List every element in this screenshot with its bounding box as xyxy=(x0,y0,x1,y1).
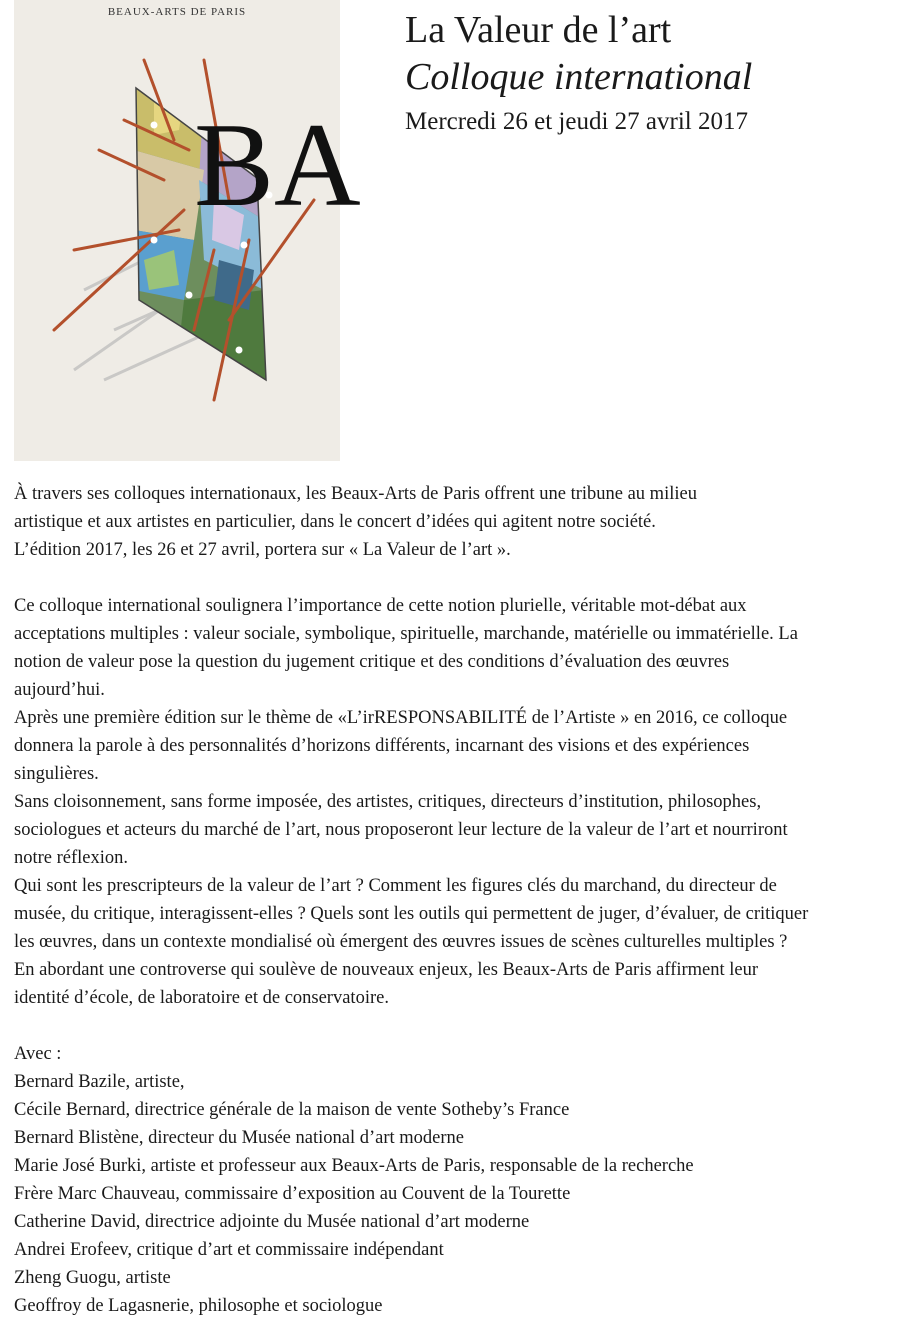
description-line: acceptations multiples : valeur sociale, symbolique, spirituelle, marchande, matérielle ou immatérielle. La xyxy=(14,624,798,644)
description-line: les œuvres, dans un contexte mondialisé où émergent des œuvres issues de scènes culturelles multiples ? xyxy=(14,932,788,952)
description-line: identité d’école, de laboratoire et de conservatoire. xyxy=(14,988,389,1008)
description-line: aujourd’hui. xyxy=(14,680,105,700)
speaker-item: Andrei Erofeev, critique d’art et commissaire indépendant xyxy=(14,1240,444,1260)
speaker-item: Bernard Blistène, directeur du Musée national d’art moderne xyxy=(14,1128,465,1148)
speaker-item: Frère Marc Chauveau, commissaire d’exposition au Couvent de la Tourette xyxy=(14,1184,571,1204)
poster-institution-label: BEAUX-ARTS DE PARIS xyxy=(107,6,247,18)
speaker-item: Bernard Bazile, artiste, xyxy=(14,1072,185,1092)
poster-monogram: BA xyxy=(194,98,361,231)
intro-line: artistique et aux artistes en particulier, dans le concert d’idées qui agitent notre société. xyxy=(14,512,656,532)
description-line: Ce colloque international soulignera l’importance de cette notion plurielle, véritable mot-débat aux xyxy=(14,596,747,616)
description-line: donnera la parole à des personnalités d’horizons différents, incarnant des visions et des expériences xyxy=(14,736,750,756)
speaker-item: Marie José Burki, artiste et professeur aux Beaux-Arts de Paris, responsable de la recherche xyxy=(14,1156,694,1176)
speaker-item: Geoffroy de Lagasnerie, philosophe et sociologue xyxy=(14,1296,383,1316)
description-line: En abordant une controverse qui soulève de nouveaux enjeux, les Beaux-Arts de Paris affirment leur xyxy=(14,960,759,980)
description-line: Sans cloisonnement, sans forme imposée, des artistes, critiques, directeurs d’institution, philosophes, xyxy=(14,792,762,812)
description-line: Qui sont les prescripteurs de la valeur de l’art ? Comment les figures clés du marchand, du directeur de xyxy=(14,876,777,896)
poster-artwork xyxy=(14,0,361,461)
speaker-item: Zheng Guogu, artiste xyxy=(14,1268,171,1288)
header xyxy=(405,6,752,142)
description-line: notre réflexion. xyxy=(14,848,129,868)
page-title: La Valeur de l’art xyxy=(405,9,672,51)
speaker-item: Catherine David, directrice adjointe du Musée national d’art moderne xyxy=(14,1212,530,1232)
speakers-heading: Avec : xyxy=(14,1044,62,1064)
poster-image xyxy=(14,0,361,461)
description-line: musée, du critique, interagissent-elles ? Quels sont les outils qui permettent de juger, d’évaluer, de critiquer xyxy=(14,904,809,924)
description-line: notion de valeur pose la question du jugement critique et des conditions d’évaluation des œuvres xyxy=(14,652,730,672)
article-body xyxy=(14,480,914,1320)
speakers-list xyxy=(14,1068,914,1320)
intro-line: À travers ses colloques internationaux, les Beaux-Arts de Paris offrent une tribune au milieu xyxy=(14,484,697,504)
description-line: Après une première édition sur le thème de «L’irRESPONSABILITÉ de l’Artiste » en 2016, ce colloque xyxy=(14,708,788,728)
description-line: sociologues et acteurs du marché de l’art, nous proposeront leur lecture de la valeur de l’art et nourriront xyxy=(14,820,788,840)
description-line: singulières. xyxy=(14,764,99,784)
description-paragraph xyxy=(14,592,914,1012)
page-subtitle: Colloque international xyxy=(405,56,753,98)
speaker-item: Cécile Bernard, directrice générale de la maison de vente Sotheby’s France xyxy=(14,1100,570,1120)
intro-line: L’édition 2017, les 26 et 27 avril, portera sur « La Valeur de l’art ». xyxy=(14,540,511,560)
event-date: Mercredi 26 et jeudi 27 avril 2017 xyxy=(405,108,748,135)
intro-paragraph xyxy=(14,480,914,564)
